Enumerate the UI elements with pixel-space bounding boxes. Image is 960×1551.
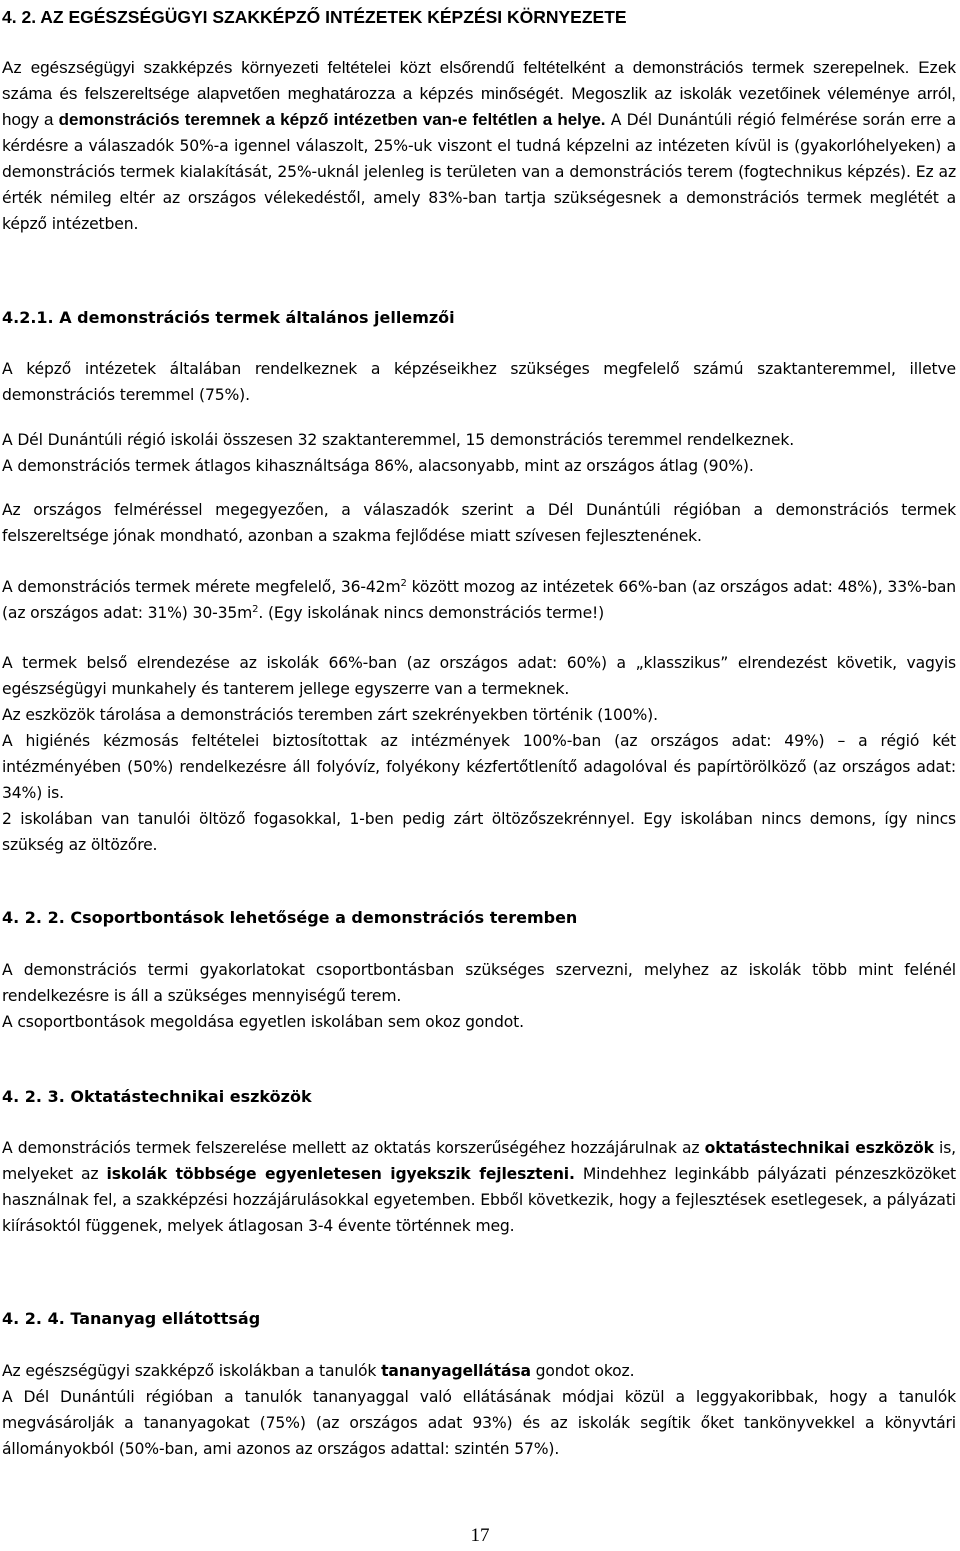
paragraph-4-2-1-3: Az országos felméréssel megegyezően, a válaszadók szerint a Dél Dunántúli régióban a demonstrációs termek felszereltsége jónak mondható, azonban a szakma fejlődése miatt szívesen fejlesztenének. <box>2 501 956 545</box>
bold-phrase: tananyagellátása <box>381 1362 531 1380</box>
paragraph-text: is, melyeket az <box>2 1139 956 1183</box>
subsection-heading-4-2-4: 4. 2. 4. Tananyag ellátottság <box>2 1309 261 1328</box>
subsection-heading-4-2-2: 4. 2. 2. Csoportbontások lehetősége a demonstrációs teremben <box>2 908 578 927</box>
paragraph-text: Mindehhez leginkább pályázati pénzeszközöket használnak fel, a szakképzési hozzájárulásokkal egyetemben. Ebből következik, hogy a fejlesztések esetlegesek, a pályázati kiírásoktól függenek, melyek átlagosan 3-4 évente történnek meg. <box>2 1165 956 1235</box>
paragraph-line: Az eszközök tárolása a demonstrációs teremben zárt szekrényekben történik (100%). <box>2 706 658 724</box>
paragraph-4-2-1-4 <box>2 574 956 626</box>
subsection-heading-4-2-1: 4.2.1. A demonstrációs termek általános jellemzői <box>2 308 455 327</box>
paragraph-line: A demonstrációs termek átlagos kihasználtsága 86%, alacsonyabb, mint az országos átlag (90%). <box>2 457 754 475</box>
paragraph-line: A higiénés kézmosás feltételei biztosítottak az intézmények 100%-ban (az országos adat: 49%) – a régió két intézményében (50%) rendelkezésre áll folyóvíz, folyékony kézfertőtlenítő adagolóval és papírtörölköző (az országos adat: 34%) is. <box>2 732 956 802</box>
page-number: 17 <box>470 1525 490 1546</box>
paragraph-line: A termek belső elrendezése az iskolák 66%-ban (az országos adat: 60%) a „klasszikus” elrendezést követik, vagyis egészségügyi munkahely és tanterem jellege egyszerre van a termeknek. <box>2 654 956 698</box>
paragraph-4-2-1-1: A képző intézetek általában rendelkeznek a képzéseikhez szükséges megfelelő számú szaktanteremmel, illetve demonstrációs teremmel (75%). <box>2 360 956 404</box>
paragraph-line <box>2 1358 956 1384</box>
bold-phrase: iskolák többsége egyenletesen igyekszik fejleszteni. <box>106 1165 575 1183</box>
paragraph-text: gondot okoz. <box>530 1362 635 1380</box>
paragraph-4-2-2 <box>2 957 956 1035</box>
paragraph-4-2-3 <box>2 1135 956 1239</box>
superscript-2: 2 <box>400 577 407 589</box>
paragraph-line: 2 iskolában van tanulói öltöző fogasokkal, 1-ben pedig zárt öltözőszekrénnyel. Egy iskolában nincs demons, így nincs szükség az öltözőre. <box>2 810 956 854</box>
intro-bold-phrase: demonstrációs teremnek a képző intézetben van-e feltétlen a helye. <box>58 110 606 129</box>
intro-sentence-1: Az egészségügyi szakképzés környezeti feltételei közt elsőrendű feltételként a demonstrációs termek szerepelnek. Ezek száma és felszereltsége alapvetően meghatározza a képzés minőségét. <box>2 58 956 103</box>
subsection-heading-4-2-3: 4. 2. 3. Oktatástechnikai eszközök <box>2 1087 312 1106</box>
intro-sentence-3: A Dél Dunántúli régió felmérése során erre a kérdésre a válaszadók 50%-a igennel válaszolt, 25%-uk viszont el tudná képzelni az intézeten kívül is (gyakorlóhelyeken) a demonstrációs termek kialakítását, 25%-uknál jelenleg is területen van a demonstrációs terem (fogtechnikus képzés). Ez az érték némileg eltér az országos vélekedéstől, amely 83%-ban tartja szükségesnek a demonstrációs termek meglétét a képző intézetben. <box>2 111 957 233</box>
superscript-2: 2 <box>252 603 259 615</box>
intro-paragraph <box>2 55 956 237</box>
bold-phrase: oktatástechnikai eszközök <box>704 1139 934 1157</box>
paragraph-4-2-4 <box>2 1358 956 1462</box>
paragraph-line: A Dél Dunántúli régióban a tanulók tananyaggal való ellátásának módjai közül a leggyakoribbak, hogy a tanulók megvásárolják a tananyagokat (75%) (az országos adat 93%) és az iskolák segítik őket tankönyvekkel a könyvtári állományokból (50%-ban, ami azonos az országos adattal: szintén 57%). <box>2 1388 956 1458</box>
paragraph-text: A demonstrációs termek felszerelése mellett az oktatás korszerűségéhez hozzájárulnak az <box>2 1139 705 1157</box>
section-heading-4-2: 4. 2. AZ EGÉSZSÉGÜGYI SZAKKÉPZŐ INTÉZETEK KÉPZÉSI KÖRNYEZETE <box>2 7 627 27</box>
paragraph-line: A csoportbontások megoldása egyetlen iskolában sem okoz gondot. <box>2 1013 524 1031</box>
paragraph-line: A Dél Dunántúli régió iskolái összesen 32 szaktanteremmel, 15 demonstrációs teremmel rendelkeznek. <box>2 431 795 449</box>
size-text-2: között mozog az intézetek 66%-ban (az országos adat: 48%), 33%-ban (az országos adat: 31%) 30-35m <box>2 578 957 622</box>
size-text-1: A demonstrációs termek mérete megfelelő, 36-42m <box>2 578 401 596</box>
intro-sentence-2: Megoszlik az iskolák vezetőinek véleménye arról, hogy a <box>2 84 956 129</box>
paragraph-4-2-1-2 <box>2 427 956 479</box>
paragraph-text: Az egészségügyi szakképző iskolákban a tanulók <box>2 1362 382 1380</box>
paragraph-4-2-1-5 <box>2 650 956 858</box>
paragraph-line: A demonstrációs termi gyakorlatokat csoportbontásban szükséges szervezni, melyhez az iskolák több mint felénél rendelkezésre is áll a szükséges mennyiségű terem. <box>2 961 956 1005</box>
size-text-3: . (Egy iskolának nincs demonstrációs terme!) <box>258 604 605 622</box>
